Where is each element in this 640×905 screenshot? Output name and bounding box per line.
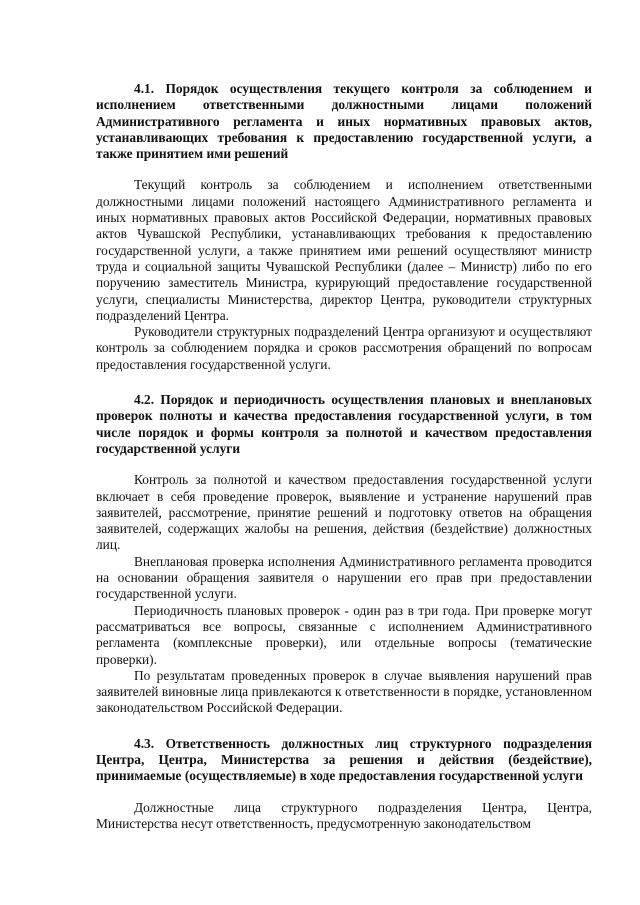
paragraph: Периодичность плановых проверок - один раз в три года. При проверке могут рассматриваться все вопросы, связанные с исполнением Административного регламента (комплексные проверки), или отдельные вопросы (тематические проверки). — [96, 602, 592, 667]
section-heading: 4.2. Порядок и периодичность осуществления плановых и внеплановых проверок полноты и качества предоставления государственной услуги, в том числе порядок и формы контроля за полнотой и качеством предоставления государственной услуги — [96, 392, 592, 456]
section-4-2 — [96, 392, 592, 717]
paragraph: Внеплановая проверка исполнения Административного регламента проводится на основании обращения заявителя о нарушении его прав при предоставлении государственной услуги. — [96, 553, 592, 602]
document-page — [96, 81, 592, 832]
paragraph: По результатам проведенных проверок в случае выявления нарушений прав заявителей виновные лица привлекаются к ответственности в порядке, установленном законодательством Российской Федерации. — [96, 667, 592, 716]
section-heading: 4.3. Ответственность должностных лиц структурного подразделения Центра, Центра, Министерства за решения и действия (бездействие), принимаемые (осуществляемые) в ходе предоставления государственной услуги — [96, 735, 592, 784]
paragraph: Текущий контроль за соблюдением и исполнением ответственными должностными лицами положений настоящего Административного регламента и иных нормативных правовых актов Российской Федерации, нормативных правовых актов Чувашской Республики, устанавливающих требования к предоставлению государственной услуги, а также принятием ими решений осуществляют министр труда и социальной защиты Чувашской Республики (далее – Министр) либо по его поручению заместитель Министра, курирующий предоставление государственной услуги, специалисты Министерства, директор Центра, руководители структурных подразделений Центра. — [96, 177, 592, 323]
section-4-3 — [96, 736, 592, 832]
paragraph: Контроль за полнотой и качеством предоставления государственной услуги включает в себя проведение проверок, выявление и устранение нарушений прав заявителей, рассмотрение, принятие решений и подготовку ответов на обращения заявителей, содержащих жалобы на решения, действия (бездействие) должностных лиц. — [96, 472, 592, 553]
section-heading: 4.1. Порядок осуществления текущего контроля за соблюдением и исполнением ответственными должностными лицами положений Административного регламента и иных нормативных правовых актов, устанавливающих требования к предоставлению государственной услуги, а также принятием ими решений — [96, 81, 592, 162]
paragraph: Руководители структурных подразделений Центра организуют и осуществляют контроль за соблюдением порядка и сроков рассмотрения обращений по вопросам предоставления государственной услуги. — [96, 324, 592, 372]
section-4-1 — [96, 81, 592, 373]
paragraph: Должностные лица структурного подразделения Центра, Центра, Министерства несут ответственность, предусмотренную законодательством — [96, 799, 592, 831]
